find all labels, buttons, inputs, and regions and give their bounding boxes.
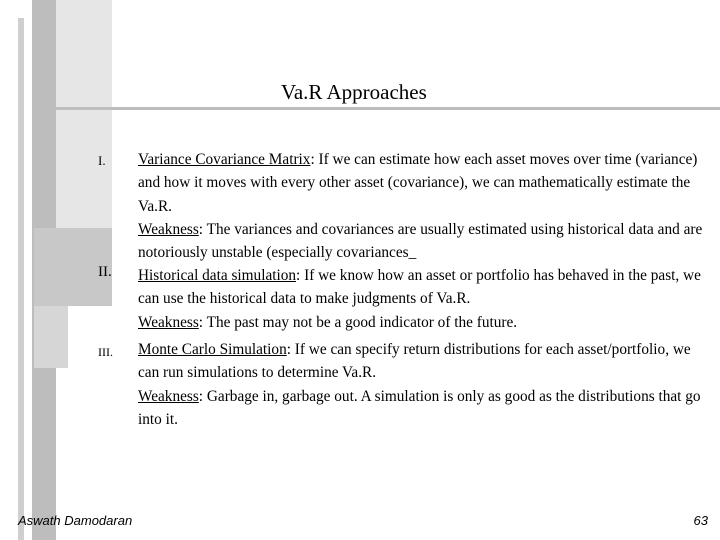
- approach-heading: Monte Carlo Simulation: [138, 341, 287, 358]
- weakness-label: Weakness: [138, 387, 199, 405]
- approach-item-3: [138, 338, 708, 431]
- list-marker-3: III.: [98, 345, 113, 359]
- title-rule: [56, 107, 720, 110]
- decor-bar-light: [56, 0, 112, 265]
- approach-heading: Historical data simulation: [138, 267, 297, 284]
- list-marker-1: I.: [98, 153, 106, 168]
- weakness-text: : Garbage in, garbage out. A simulation is only as good as the distributions that go into it.: [138, 387, 701, 428]
- list-marker-2: II.: [98, 264, 112, 280]
- approach-weakness: [138, 218, 708, 265]
- approach-description: [138, 264, 708, 311]
- approach-description: [138, 338, 708, 385]
- slide-title: Va.R Approaches: [281, 80, 427, 104]
- weakness-text: : The past may not be a good indicator of the future.: [198, 313, 518, 331]
- weakness-label: Weakness: [138, 313, 199, 331]
- approach-heading: Variance Covariance Matrix: [138, 151, 311, 168]
- approach-text: : If we can specify return distributions for each asset/portfolio, we can run simulations to determine Va.R.: [138, 341, 691, 382]
- approach-weakness: [138, 311, 708, 334]
- footer-author: Aswath Damodaran: [18, 513, 133, 528]
- approach-item-1: [138, 148, 708, 264]
- approach-weakness: [138, 385, 708, 432]
- page-number: 63: [693, 513, 708, 528]
- weakness-label: Weakness: [138, 220, 199, 238]
- decor-bar-lower: [34, 306, 68, 368]
- approach-description: [138, 148, 708, 218]
- weakness-text: : The variances and covariances are usually estimated using historical data and are notoriously unstable (especially covariances_: [138, 220, 703, 262]
- approach-text: : If we can estimate how each asset moves over time (variance) and how it moves with every other asset (covariance), we can mathematically estimate the Va.R.: [138, 151, 698, 215]
- approach-text: : If we know how an asset or portfolio has behaved in the past, we can use the historical data to make judgments of Va.R.: [138, 267, 701, 308]
- decor-bar-thin: [18, 18, 24, 540]
- approach-item-2: [138, 264, 708, 334]
